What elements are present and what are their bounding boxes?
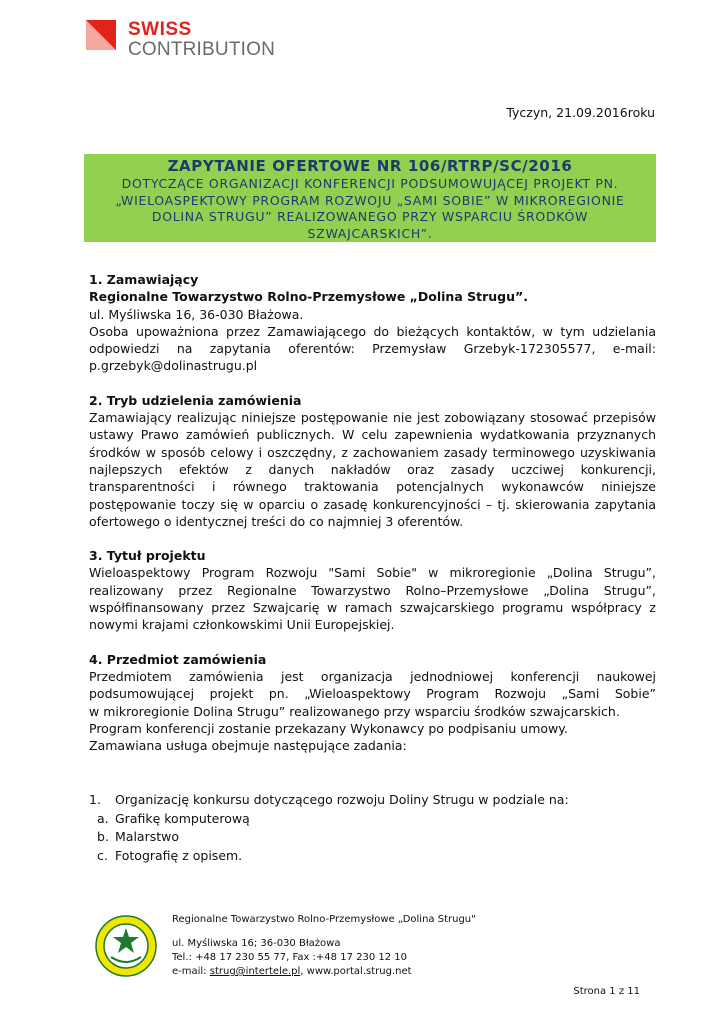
task-list [89,791,569,865]
document-body [89,271,656,771]
logo-swiss-text: SWISS [128,19,192,40]
contact-email: p.grzebyk@dolinastrugu.pl [89,358,258,374]
document-subtitle-line-4: SZWAJCARSKICH”. [307,225,433,241]
subitem-letter: c. [97,847,108,863]
contact-person-line-1: Osoba upoważniona przez Zamawiającego do bieżących kontaktów, w tym udzielania [89,323,656,339]
subitem-text: Fotografię z opisem. [115,847,243,863]
document-subtitle-line-3: DOLINA STRUGU” REALIZOWANEGO PRZY WSPARCIU ŚRODKÓW [151,209,589,224]
swiss-contribution-mark-icon [86,20,116,50]
list-subitem [89,828,569,847]
section-project-title [89,547,656,633]
section-subject [89,651,656,755]
section-4-line-3: w mikroregionie Dolina Strugu” realizowanego przy wsparciu środków szwajcarskich. Program konferencji zostanie przekazany Wykonawcy po podpisaniu umowy. [89,703,620,736]
document-title: ZAPYTANIE OFERTOWE NR 106/RTRP/SC/2016 [167,157,573,175]
footer-org: Regionalne Towarzystwo Rolno-Przemysłowe „Dolina Strugu" [172,914,476,925]
list-subitem [89,810,569,829]
footer-email-link[interactable]: strug@intertele.pl [209,966,301,977]
section-2-body: Zamawiający realizując niniejsze postępowanie nie jest zobowiązany stosować przepisów ustawy Prawo zamówień publicznych. W celu zapewnienia wydatkowania przyznanych środków w sposób celowy i oszczędny, z zachowaniem zasady terminowego uzyskiwania najlepszych efektów z danych nakładów oraz zasady uczciwej konkurencji, transparentności i równego traktowania potencjalnych wykonawców niniejsze postępowanie toczy się w oparciu o zasadę konkurencyjności – tj. skierowania zapytania ofertowego o identycznej treści do co najmniej 3 oferentów. [89,410,656,529]
section-ordering-party [89,271,656,375]
dolina-strugu-emblem-icon [95,915,157,977]
title-banner [84,154,656,242]
footer-contact [172,965,476,979]
subitem-letter: b. [97,829,109,844]
swiss-contribution-logo [86,20,275,59]
section-4-heading: 4. Przedmiot zamówienia [89,651,267,667]
footer-website: , www.portal.strug.net [300,966,412,977]
footer-address: ul. Myśliwska 16; 36-030 Błażowa [172,938,341,949]
document-subtitle-line-1: DOTYCZĄCE ORGANIZACJI KONFERENCJI PODSUMOWUJĄCEJ PROJEKT PN. [121,176,619,191]
section-3-heading: 3. Tytuł projektu [89,548,206,564]
section-4-line-2: podsumowującej projekt pn. „Wieloaspektowy Program Rozwoju „Sami Sobie” [89,686,656,702]
section-4-line-1: Przedmiotem zamówienia jest organizacja jednodniowej konferencji naukowej [89,668,656,684]
ordering-party-address: ul. Myśliwska 16, 36-030 Błażowa. [89,306,304,322]
subitem-text: Malarstwo [115,829,180,844]
list-item-number: 1. [89,792,101,807]
contact-person-line-2: odpowiedzi na zapytania oferentów: Przemysław Grzebyk-172305577, e-mail: [89,341,656,357]
section-procedure [89,392,656,530]
section-1-heading: 1. Zamawiający [89,272,199,287]
section-4-line-4: Zamawiana usługa obejmuje następujące zadania: [89,738,407,754]
footer-phone: Tel.: +48 17 230 55 77, Fax :+48 17 230 12 10 [172,952,408,963]
list-item [89,791,569,810]
document-date: Tyczyn, 21.09.2016roku [506,105,655,120]
section-3-body: Wieloaspektowy Program Rozwoju "Sami Sobie" w mikroregionie „Dolina Strugu”, realizowany przez Regionalne Towarzystwo Rolno–Przemysłowe „Dolina Strugu”, współfinansowany przez Szwajcarię w ramach szwajcarskiego programu współpracy z nowymi krajami członkowskimi Unii Europejskiej. [89,565,656,633]
ordering-party-name: Regionalne Towarzystwo Rolno-Przemysłowe „Dolina Strugu”. [89,289,528,305]
section-2-heading: 2. Tryb udzielenia zamówienia [89,392,302,408]
subitem-text: Grafikę komputerową [115,810,250,826]
subitem-letter: a. [97,810,109,826]
logo-contribution-text: CONTRIBUTION [128,39,276,60]
footer-email-prefix: e-mail: [172,966,210,977]
page-number: Strona 1 z 11 [573,986,640,997]
document-subtitle-line-2: „WIELOASPEKTOWY PROGRAM ROZWOJU „SAMI SOBIE” W MIKROREGIONIE [115,192,625,208]
list-item-text: Organizację konkursu dotyczącego rozwoju Doliny Strugu w podziale na: [115,792,569,807]
list-subitem [89,847,569,866]
footer [172,913,476,979]
